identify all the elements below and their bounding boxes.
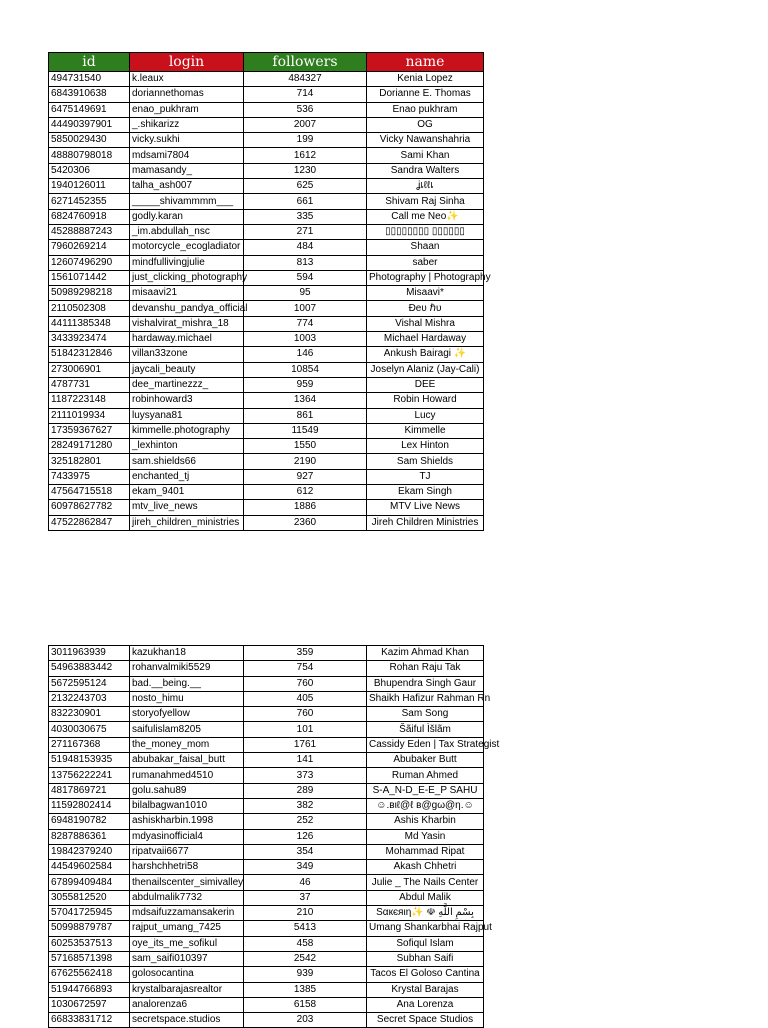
cell-name: Michael Hardaway (367, 332, 484, 347)
cell-followers: 536 (244, 102, 367, 117)
cell-id: 7433975 (49, 469, 130, 484)
cell-name: Bhupendra Singh Gaur (367, 676, 484, 691)
cell-id: 6948190782 (49, 814, 130, 829)
cell-followers: 11549 (244, 423, 367, 438)
cell-name: Shaan (367, 240, 484, 255)
cell-followers: 289 (244, 783, 367, 798)
cell-login: dee_martinezzz_ (130, 377, 244, 392)
cell-login: kimmelle.photography (130, 423, 244, 438)
table-row (49, 485, 484, 500)
cell-id: 2111019934 (49, 408, 130, 423)
cell-id: 7960269214 (49, 240, 130, 255)
cell-name: Ankush Bairagi ✨ (367, 347, 484, 362)
cell-id: 6475149691 (49, 102, 130, 117)
table-row (49, 768, 484, 783)
cell-name: Lex Hinton (367, 439, 484, 454)
table-row (49, 500, 484, 515)
cell-followers: 146 (244, 347, 367, 362)
table-row (49, 439, 484, 454)
cell-followers: 1385 (244, 982, 367, 997)
cell-login: vicky.sukhi (130, 133, 244, 148)
table-row (49, 270, 484, 285)
cell-login: harshchhetri58 (130, 860, 244, 875)
cell-name: Shaikh Hafizur Rahman Rn (367, 691, 484, 706)
cell-name: Lucy (367, 408, 484, 423)
cell-followers: 95 (244, 286, 367, 301)
cell-login: bad.__being.__ (130, 676, 244, 691)
cell-followers: 210 (244, 906, 367, 921)
cell-followers: 2007 (244, 117, 367, 132)
cell-id: 2132243703 (49, 691, 130, 706)
cell-name: Sαкєяιη✨ ☫ بِسْمِ اللَّهِ (367, 906, 484, 921)
followers-table-bottom (48, 645, 500, 1028)
cell-login: enchanted_tj (130, 469, 244, 484)
cell-id: 3055812520 (49, 890, 130, 905)
cell-followers: 939 (244, 967, 367, 982)
cell-id: 66833831712 (49, 1013, 130, 1028)
table-row (49, 967, 484, 982)
table-row (49, 377, 484, 392)
table-row (49, 906, 484, 921)
table-row (49, 921, 484, 936)
table-row (49, 753, 484, 768)
table-row (49, 997, 484, 1012)
cell-followers: 2360 (244, 515, 367, 530)
table-row (49, 316, 484, 331)
cell-login: ripatvaii6677 (130, 844, 244, 859)
cell-id: 6843910638 (49, 87, 130, 102)
table-row (49, 194, 484, 209)
cell-followers: 959 (244, 377, 367, 392)
cell-login: the_money_mom (130, 737, 244, 752)
cell-name: Abdul Malik (367, 890, 484, 905)
cell-followers: 1230 (244, 163, 367, 178)
cell-followers: 458 (244, 936, 367, 951)
cell-name: Ana Lorenza (367, 997, 484, 1012)
followers-table-top (48, 52, 491, 531)
cell-login: abdulmalik7732 (130, 890, 244, 905)
cell-name: Sam Shields (367, 454, 484, 469)
table-row (49, 707, 484, 722)
cell-id: 5420306 (49, 163, 130, 178)
cell-login: _lexhinton (130, 439, 244, 454)
cell-followers: 1886 (244, 500, 367, 515)
cell-name: Subhan Saifi (367, 951, 484, 966)
cell-id: 19842379240 (49, 844, 130, 859)
table-row (49, 875, 484, 890)
cell-followers: 861 (244, 408, 367, 423)
cell-id: 54963883442 (49, 661, 130, 676)
cell-id: 13756222241 (49, 768, 130, 783)
cell-followers: 5413 (244, 921, 367, 936)
table-row (49, 1013, 484, 1028)
table-row (49, 148, 484, 163)
cell-id: 273006901 (49, 362, 130, 377)
cell-id: 57041725945 (49, 906, 130, 921)
cell-followers: 199 (244, 133, 367, 148)
table-row (49, 240, 484, 255)
cell-followers: 813 (244, 255, 367, 270)
table-row (49, 661, 484, 676)
cell-id: 44111385348 (49, 316, 130, 331)
cell-name: Shivam Raj Sinha (367, 194, 484, 209)
cell-name: Ruman Ahmed (367, 768, 484, 783)
cell-name: ▯▯▯▯▯▯▯▯ ▯▯▯▯▯▯ (367, 224, 484, 239)
cell-login: _____shivammmm___ (130, 194, 244, 209)
table-row (49, 515, 484, 530)
cell-followers: 484327 (244, 72, 367, 87)
cell-id: 8287886361 (49, 829, 130, 844)
cell-followers: 754 (244, 661, 367, 676)
table-row (49, 255, 484, 270)
cell-login: kazukhan18 (130, 646, 244, 661)
cell-id: 45288887243 (49, 224, 130, 239)
cell-id: 51944766893 (49, 982, 130, 997)
cell-login: rumanahmed4510 (130, 768, 244, 783)
table-row (49, 646, 484, 661)
cell-id: 67625562418 (49, 967, 130, 982)
cell-name: Call me Neo✨ (367, 209, 484, 224)
table-row (49, 163, 484, 178)
cell-followers: 1612 (244, 148, 367, 163)
table-row (49, 783, 484, 798)
cell-name: Kenia Lopez (367, 72, 484, 87)
cell-followers: 612 (244, 485, 367, 500)
cell-login: ashiskharbin.1998 (130, 814, 244, 829)
cell-login: bilalbagwan1010 (130, 798, 244, 813)
table-row (49, 722, 484, 737)
cell-login: talha_ash007 (130, 179, 244, 194)
cell-id: 4817869721 (49, 783, 130, 798)
cell-followers: 594 (244, 270, 367, 285)
cell-followers: 760 (244, 676, 367, 691)
cell-login: mdsaifuzzamansakerin (130, 906, 244, 921)
table-row (49, 179, 484, 194)
cell-name: Julie _ The Nails Center (367, 875, 484, 890)
table-row (49, 301, 484, 316)
cell-name: Tacos El Goloso Cantina (367, 967, 484, 982)
cell-login: sam.shields66 (130, 454, 244, 469)
table-row (49, 423, 484, 438)
cell-id: 5850029430 (49, 133, 130, 148)
cell-followers: 6158 (244, 997, 367, 1012)
cell-name: Enao pukhram (367, 102, 484, 117)
cell-login: thenailscenter_simivalley (130, 875, 244, 890)
cell-login: villan33zone (130, 347, 244, 362)
cell-name: Ekam Singh (367, 485, 484, 500)
cell-name: Mohammad Ripat (367, 844, 484, 859)
cell-id: 47522862847 (49, 515, 130, 530)
cell-login: mamasandy_ (130, 163, 244, 178)
cell-id: 2110502308 (49, 301, 130, 316)
cell-followers: 1007 (244, 301, 367, 316)
cell-id: 1030672597 (49, 997, 130, 1012)
cell-name: Akash Chhetri (367, 860, 484, 875)
cell-name: Umang Shankarbhai Rajput (367, 921, 484, 936)
cell-id: 1187223148 (49, 393, 130, 408)
cell-login: enao_pukhram (130, 102, 244, 117)
cell-followers: 126 (244, 829, 367, 844)
header-row (49, 53, 484, 72)
cell-id: 44549602584 (49, 860, 130, 875)
table-row (49, 829, 484, 844)
cell-login: storyofyellow (130, 707, 244, 722)
table-row (49, 362, 484, 377)
cell-followers: 373 (244, 768, 367, 783)
cell-name: Vishal Mishra (367, 316, 484, 331)
cell-id: 47564715518 (49, 485, 130, 500)
cell-login: mtv_live_news (130, 500, 244, 515)
cell-followers: 2542 (244, 951, 367, 966)
cell-name: Jireh Children Ministries (367, 515, 484, 530)
cell-name: Sofiqul Islam (367, 936, 484, 951)
cell-id: 325182801 (49, 454, 130, 469)
cell-followers: 354 (244, 844, 367, 859)
cell-id: 57168571398 (49, 951, 130, 966)
cell-id: 1561071442 (49, 270, 130, 285)
cell-name: S-A_N-D_E-E_P SAHU (367, 783, 484, 798)
table-row (49, 454, 484, 469)
cell-login: _.shikarizz (130, 117, 244, 132)
cell-id: 11592802414 (49, 798, 130, 813)
cell-id: 6271452355 (49, 194, 130, 209)
cell-id: 832230901 (49, 707, 130, 722)
cell-login: jireh_children_ministries (130, 515, 244, 530)
cell-name: DEE (367, 377, 484, 392)
cell-followers: 661 (244, 194, 367, 209)
header-id: id (49, 53, 130, 72)
cell-login: secretspace.studios (130, 1013, 244, 1028)
cell-followers: 37 (244, 890, 367, 905)
cell-login: rajput_umang_7425 (130, 921, 244, 936)
cell-name: Sam Song (367, 707, 484, 722)
header-followers: followers (244, 53, 367, 72)
table-row (49, 814, 484, 829)
cell-login: robinhoward3 (130, 393, 244, 408)
cell-id: 50989298218 (49, 286, 130, 301)
cell-id: 60253537513 (49, 936, 130, 951)
cell-name: saber (367, 255, 484, 270)
cell-login: vishalvirat_mishra_18 (130, 316, 244, 331)
table-row (49, 393, 484, 408)
cell-name: Sandra Walters (367, 163, 484, 178)
cell-name: Cassidy Eden | Tax Strategist (367, 737, 484, 752)
table-row (49, 332, 484, 347)
table-row (49, 982, 484, 997)
cell-login: rohanvalmiki5529 (130, 661, 244, 676)
cell-name: Đeʋ ℏυ (367, 301, 484, 316)
cell-followers: 382 (244, 798, 367, 813)
table-row (49, 844, 484, 859)
cell-login: analorenza6 (130, 997, 244, 1012)
table-row (49, 72, 484, 87)
cell-id: 3433923474 (49, 332, 130, 347)
cell-followers: 335 (244, 209, 367, 224)
table-row (49, 408, 484, 423)
cell-followers: 1003 (244, 332, 367, 347)
cell-followers: 625 (244, 179, 367, 194)
cell-id: 5672595124 (49, 676, 130, 691)
table-row (49, 347, 484, 362)
cell-login: _im.abdullah_nsc (130, 224, 244, 239)
cell-name: ʝเℓℓเ (367, 179, 484, 194)
cell-name: OG (367, 117, 484, 132)
table-row (49, 133, 484, 148)
cell-name: Photography | Photography (367, 270, 484, 285)
cell-followers: 203 (244, 1013, 367, 1028)
cell-login: mindfullivingjulie (130, 255, 244, 270)
table-row (49, 890, 484, 905)
cell-name: TJ (367, 469, 484, 484)
cell-id: 6824760918 (49, 209, 130, 224)
table-row (49, 691, 484, 706)
cell-followers: 141 (244, 753, 367, 768)
table-row (49, 102, 484, 117)
cell-id: 60978627782 (49, 500, 130, 515)
table-row (49, 676, 484, 691)
cell-name: Kimmelle (367, 423, 484, 438)
cell-followers: 46 (244, 875, 367, 890)
cell-login: doriannethomas (130, 87, 244, 102)
cell-login: luysyana81 (130, 408, 244, 423)
header-name: name (367, 53, 484, 72)
cell-name: Krystal Barajas (367, 982, 484, 997)
cell-followers: 10854 (244, 362, 367, 377)
cell-login: hardaway.michael (130, 332, 244, 347)
cell-login: motorcycle_ecogladiator (130, 240, 244, 255)
cell-id: 4030030675 (49, 722, 130, 737)
cell-followers: 2190 (244, 454, 367, 469)
cell-followers: 1550 (244, 439, 367, 454)
cell-followers: 1364 (244, 393, 367, 408)
cell-login: ekam_9401 (130, 485, 244, 500)
cell-name: Ashis Kharbin (367, 814, 484, 829)
cell-name: Secret Space Studios (367, 1013, 484, 1028)
cell-login: just_clicking_photography (130, 270, 244, 285)
cell-id: 1940126011 (49, 179, 130, 194)
cell-followers: 405 (244, 691, 367, 706)
table-row (49, 860, 484, 875)
table-row (49, 737, 484, 752)
cell-login: devanshu_pandya_official (130, 301, 244, 316)
table-row (49, 87, 484, 102)
cell-login: golosocantina (130, 967, 244, 982)
cell-name: Joselyn Alaniz (Jay-Cali) (367, 362, 484, 377)
cell-name: Dorianne E. Thomas (367, 87, 484, 102)
cell-id: 4787731 (49, 377, 130, 392)
table-row (49, 951, 484, 966)
cell-id: 51842312846 (49, 347, 130, 362)
cell-login: misaavi21 (130, 286, 244, 301)
cell-name: Md Yasin (367, 829, 484, 844)
table-row (49, 286, 484, 301)
cell-name: Abubaker Butt (367, 753, 484, 768)
cell-followers: 252 (244, 814, 367, 829)
cell-name: Sami Khan (367, 148, 484, 163)
cell-login: oye_its_me_sofikul (130, 936, 244, 951)
cell-id: 51948153935 (49, 753, 130, 768)
cell-followers: 101 (244, 722, 367, 737)
cell-followers: 484 (244, 240, 367, 255)
cell-id: 48880798018 (49, 148, 130, 163)
cell-login: godly.karan (130, 209, 244, 224)
cell-id: 17359367627 (49, 423, 130, 438)
cell-followers: 359 (244, 646, 367, 661)
table-row (49, 798, 484, 813)
table-row (49, 117, 484, 132)
cell-login: nosto_himu (130, 691, 244, 706)
cell-id: 271167368 (49, 737, 130, 752)
cell-name: Šãiful Ìšlãm (367, 722, 484, 737)
table-row (49, 936, 484, 951)
cell-name: ☺.вιℓ@ℓ в@gω@η.☺ (367, 798, 484, 813)
cell-id: 67899409484 (49, 875, 130, 890)
cell-followers: 760 (244, 707, 367, 722)
cell-id: 28249171280 (49, 439, 130, 454)
cell-name: Misaavi* (367, 286, 484, 301)
cell-id: 44490397901 (49, 117, 130, 132)
cell-login: jaycali_beauty (130, 362, 244, 377)
cell-login: mdyasinofficial4 (130, 829, 244, 844)
cell-followers: 927 (244, 469, 367, 484)
cell-login: krystalbarajasrealtor (130, 982, 244, 997)
cell-id: 50998879787 (49, 921, 130, 936)
cell-name: Kazim Ahmad Khan (367, 646, 484, 661)
cell-login: k.leaux (130, 72, 244, 87)
cell-login: abubakar_faisal_butt (130, 753, 244, 768)
header-login: login (130, 53, 244, 72)
cell-followers: 349 (244, 860, 367, 875)
cell-login: saifulislam8205 (130, 722, 244, 737)
cell-id: 3011963939 (49, 646, 130, 661)
cell-id: 494731540 (49, 72, 130, 87)
cell-name: Vicky Nawanshahria (367, 133, 484, 148)
cell-login: golu.sahu89 (130, 783, 244, 798)
cell-followers: 714 (244, 87, 367, 102)
table-row (49, 224, 484, 239)
table-row (49, 469, 484, 484)
table-row (49, 209, 484, 224)
cell-login: sam_saifi010397 (130, 951, 244, 966)
cell-followers: 774 (244, 316, 367, 331)
cell-login: mdsami7804 (130, 148, 244, 163)
cell-followers: 271 (244, 224, 367, 239)
cell-id: 12607496290 (49, 255, 130, 270)
cell-followers: 1761 (244, 737, 367, 752)
cell-name: Rohan Raju Tak (367, 661, 484, 676)
cell-name: MTV Live News (367, 500, 484, 515)
cell-name: Robin Howard (367, 393, 484, 408)
